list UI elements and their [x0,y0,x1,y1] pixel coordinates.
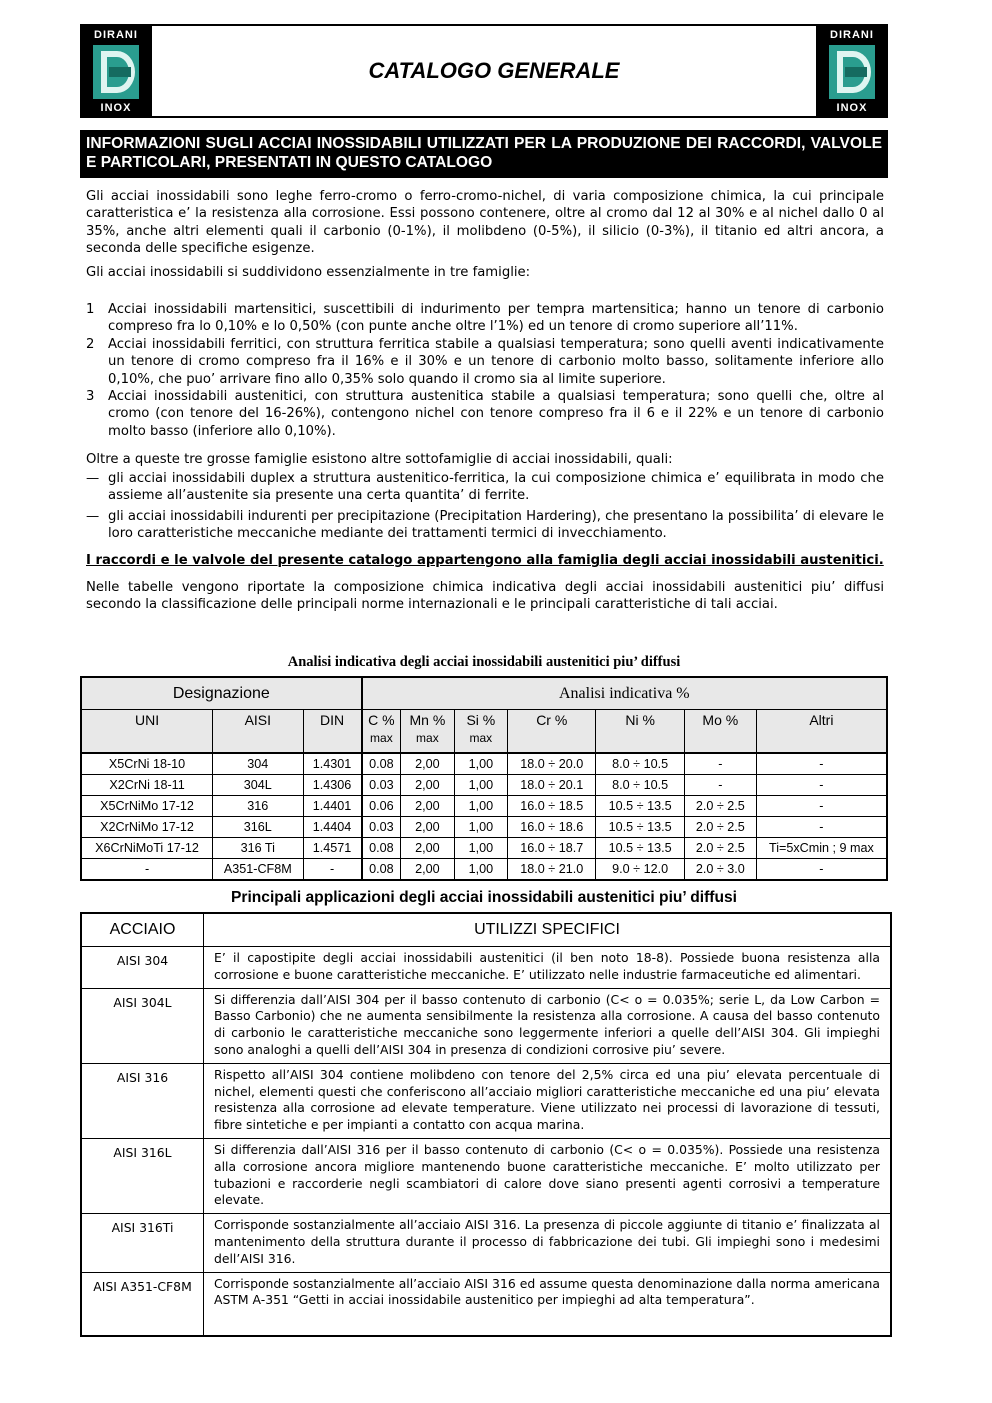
table-cell: 1,00 [454,817,507,838]
table-row [81,1272,891,1336]
table-cell: 10.5 ÷ 13.5 [596,796,684,817]
list-item [86,470,884,505]
logo-brand-top: DIRANI [830,29,874,41]
table-cell: 1.4571 [303,838,362,859]
dirani-logo-left [82,26,152,116]
table-cell: - [684,753,756,775]
table-cell: 2.0 ÷ 2.5 [684,817,756,838]
intro-paragraph: Gli acciai inossidabili sono leghe ferro-cromo o ferro-cromo-nichel, di varia composizione chimica, la cui principale caratteristica e’ la resistenza alla corrosione. Essi possono contenere, oltre al cromo dal 12 al 30% e al nichel dallo 0 al 35%, anche altri elementi quali il carbonio (0-1%), il molibdeno (0-5%), il silicio (0-3%), il titanio ed altri ancora, a seconda delle specifiche esigenze. [86,189,884,257]
table-cell: 2.0 ÷ 3.0 [684,859,756,881]
table-cell: - [684,775,756,796]
table-cell: 0.08 [362,838,401,859]
composition-table [80,676,888,881]
steel-cell: AISI 316Ti [81,1214,204,1272]
table-cell: - [756,753,887,775]
table-cell: 304L [213,775,303,796]
table-cell: 2,00 [401,838,454,859]
list-dash: — [86,508,100,524]
tables-intro: Nelle tabelle vengono riportate la composizione chimica indicativa degli acciai inossidabili austenitici piu’ diffusi secondo la classificazione delle principali norme internazionali e le principali caratteristiche di tali acciai. [86,580,884,613]
table-cell: A351-CF8M [213,859,303,881]
uses-cell: Corrisponde sostanzialmente all’acciaio AISI 316. La presenza di piccole aggiunte di titanio e’ finalizzata al mantenimento della struttura durante il processo di fabbricazione dei tubi. Gli impieghi sono i medesimi dell’AISI 316. [204,1214,892,1272]
uses-cell: Si differenzia dall’AISI 316 per il basso contenuto di carbonio (C< o = 0.035%). Possiede una resistenza alla corrosione ancora migliore mantenendo buone caratteristiche meccaniche. E’ molto utilizzato per tubazioni e raccorderie negli scambiatori di calore dove siano presenti agenti corrosivi a temperature elevate. [204,1138,892,1213]
list-text: Acciai inossidabili ferritici, con struttura ferritica stabile a qualsiasi temperatura; sono quelli aventi indicativamente un tenore di cromo compreso fra il 16% e il 30% e un tenore di carbonio molto basso, solitamente inferiore allo 0,10%, che puo’ arrivare fino allo 0,35% solo quando il cromo sia al limite superiore. [108,336,884,387]
table-row [81,947,891,989]
uses-cell: Si differenzia dall’AISI 304 per il basso contenuto di carbonio (C< o = 0.035%; serie L, da Low Carbon = Basso Carbonio) che ne aumenta sensibilmente la resistenza alla corrosione. A causa del basso contenuto di carbonio le caratteristiche meccaniche sono leggermente inferiori a quelle dell’AISI 304. Gli impieghi sono analoghi a quelli dell’AISI 304 in presenza di condizioni corrosive piu’ severe. [204,988,892,1063]
subfamilies-intro: Oltre a queste tre grosse famiglie esistono altre sottofamiglie di acciai inossidabili, quali: [86,452,673,467]
steel-cell: AISI 316L [81,1138,204,1213]
logo-brand-bottom: INOX [100,102,132,114]
table-cell: 2.0 ÷ 2.5 [684,838,756,859]
table-row [81,838,887,859]
table-cell: 8.0 ÷ 10.5 [596,753,684,775]
table-cell: 2.0 ÷ 2.5 [684,796,756,817]
list-number: 3 [86,389,95,405]
table-cell: 10.5 ÷ 13.5 [596,817,684,838]
steel-cell: AISI 304 [81,947,204,989]
column-header: C % max [362,710,401,754]
table-cell: 1,00 [454,775,507,796]
table-cell: 316 [213,796,303,817]
table-cell: 1,00 [454,753,507,775]
table-cell: 1.4401 [303,796,362,817]
list-text: Acciai inossidabili martensitici, suscettibili di indurimento per tempra martensitica; hanno un tenore di carbonio compreso fra lo 0,10% e lo 0,50% (con punte anche oltre l’1%) ed un tenore di cromo superiore all’11%. [108,302,884,335]
table-cell: - [756,859,887,881]
page-title: CATALOGO GENERALE [368,58,620,83]
list-text: gli acciai inossidabili duplex a struttura austenitico-ferritica, la cui composizione chimica e’ equilibrata in modo che assieme all’austenite sia presente una certa quantita’ di ferrite. [108,471,884,504]
column-header: Mn % max [401,710,454,754]
table-cell: 1,00 [454,796,507,817]
list-item [86,336,884,388]
group-header-analysis: Analisi indicativa % [362,677,887,710]
table-cell: 2,00 [401,775,454,796]
families-intro: Gli acciai inossidabili si suddividono essenzialmente in tre famiglie: [86,265,531,280]
list-text: Acciai inossidabili austenitici, con struttura austenitica stabile a qualsiasi temperatura; sono quelli che, oltre al cromo (con tenore del 16-26%), contengono nichel con tenore compreso fra il 6 e il 22% e un tenore di carbonio molto basso (inferiore allo 0,10%). [108,389,884,439]
list-number: 2 [86,336,95,352]
table-cell: 1.4301 [303,753,362,775]
table-cell: Ti=5xCmin ; 9 max [756,838,887,859]
group-header-designation: Designazione [81,677,362,710]
table-cell: X5CrNiMo 17-12 [81,796,213,817]
applications-table [80,912,892,1337]
table-row [81,1214,891,1272]
table-cell: X5CrNi 18-10 [81,753,213,775]
column-header-uses: UTILIZZI SPECIFICI [204,913,892,947]
dirani-logo-right [816,26,886,116]
uses-cell: Rispetto all’AISI 304 contiene molibdeno con tenore del 2,5% circa ed una piu’ elevata percentuale di nichel, elementi questi che conferiscono all’acciaio migliori caratteristiche meccaniche ed una piu’ elevata resistenza alla corrosione ad elevate temperature. Viene utilizzato nei processi di lavorazione di tessuti, fibre sintetiche e per impianti a contatto con acqua marina. [204,1063,892,1138]
table-cell: 8.0 ÷ 10.5 [596,775,684,796]
table-cell: 0.06 [362,796,401,817]
table-cell: X2CrNiMo 17-12 [81,817,213,838]
column-header: Si % max [454,710,507,754]
column-header: Cr % [508,710,596,754]
table-row [81,1138,891,1213]
column-header-steel: ACCIAIO [81,913,204,947]
applications-table-body [81,947,891,1337]
logo-brand-bottom: INOX [836,102,868,114]
table-cell: X6CrNiMoTi 17-12 [81,838,213,859]
table-cell: - [81,859,213,881]
table-cell: 9.0 ÷ 12.0 [596,859,684,881]
column-header: AISI [213,710,303,754]
table-cell: 16.0 ÷ 18.7 [508,838,596,859]
table-row [81,753,887,775]
composition-table-body [81,753,887,880]
table-cell: 316L [213,817,303,838]
table-cell: 10.5 ÷ 13.5 [596,838,684,859]
table-row [81,817,887,838]
table-cell: 1,00 [454,838,507,859]
table-row [81,859,887,881]
list-item [86,508,884,543]
dirani-d-icon [93,45,139,99]
list-item [86,388,884,440]
page-header [80,24,888,118]
table-cell: 2,00 [401,796,454,817]
table-cell: - [756,775,887,796]
table-cell: 0.08 [362,753,401,775]
table-cell: 18.0 ÷ 21.0 [508,859,596,881]
table-cell: 2,00 [401,817,454,838]
table-cell: X2CrNi 18-11 [81,775,213,796]
column-header: Ni % [596,710,684,754]
subfamilies-list [86,470,884,546]
table-cell: - [756,817,887,838]
list-dash: — [86,471,100,486]
table-cell: - [756,796,887,817]
table-cell: 0.08 [362,859,401,881]
table-cell: 16.0 ÷ 18.6 [508,817,596,838]
families-list [86,301,884,440]
table-cell: 0.03 [362,817,401,838]
table-row [81,796,887,817]
table2-caption: Principali applicazioni degli acciai inossidabili austenitici piu’ diffusi [230,889,738,906]
table-cell: 1.4404 [303,817,362,838]
column-header: Altri [756,710,887,754]
table-cell: 2,00 [401,753,454,775]
table-cell: 1.4306 [303,775,362,796]
steel-cell: AISI A351-CF8M [81,1272,204,1336]
table-row [81,775,887,796]
table-cell: 18.0 ÷ 20.0 [508,753,596,775]
table-cell: - [303,859,362,881]
logo-brand-top: DIRANI [94,29,138,41]
table-cell: 1,00 [454,859,507,881]
uses-cell: E’ il capostipite degli acciai inossidabili austenitici (il ben noto 18-8). Possiede buona resistenza alla corrosione e buone caratteristiche meccaniche. E’ utilizzato nelle industrie farmaceutiche ed alimentari. [204,947,892,989]
steel-cell: AISI 316 [81,1063,204,1138]
column-header: DIN [303,710,362,754]
uses-cell: Corrisponde sostanzialmente all’acciaio AISI 316 ed assume questa denominazione dalla norma americana ASTM A-351 “Getti in acciai inossidabile austenitico per impieghi ad alta temperatura”. [204,1272,892,1336]
column-header: Mo % [684,710,756,754]
dirani-d-icon [829,45,875,99]
table1-caption: Analisi indicativa degli acciai inossidabili austenitici piu’ diffusi [287,654,681,670]
list-item [86,301,884,336]
table-cell: 304 [213,753,303,775]
column-header: UNI [81,710,213,754]
steel-cell: AISI 304L [81,988,204,1063]
section-title-bar: INFORMAZIONI SUGLI ACCIAI INOSSIDABILI UTILIZZATI PER LA PRODUZIONE DEI RACCORDI, VALVOLE E PARTICOLARI, PRESENTATI IN QUESTO CATALOGO [80,130,888,178]
table-cell: 18.0 ÷ 20.1 [508,775,596,796]
table-cell: 0.03 [362,775,401,796]
table-row [81,988,891,1063]
table-row [81,1063,891,1138]
table-cell: 316 Ti [213,838,303,859]
underlined-note: I raccordi e le valvole del presente catalogo appartengono alla famiglia degli acciai inossidabili austenitici. [86,553,884,568]
list-number: 1 [86,302,95,317]
table-cell: 16.0 ÷ 18.5 [508,796,596,817]
list-text: gli acciai inossidabili indurenti per precipitazione (Precipitation Hardering), che presentano la possibilita’ di elevare le loro caratteristiche meccaniche mediante dei trattamenti termici di invecchiamento. [108,508,884,542]
table-cell: 2,00 [401,859,454,881]
